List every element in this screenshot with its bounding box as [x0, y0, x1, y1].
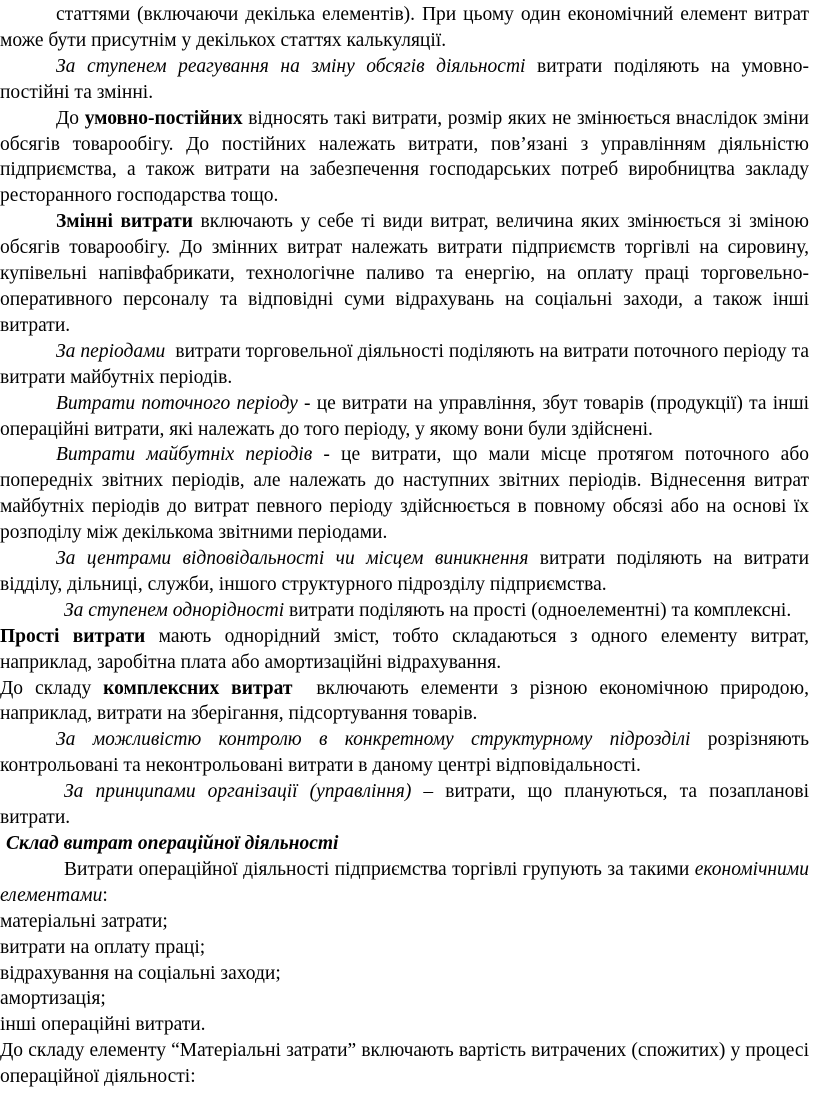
italic-term: За періодами — [56, 340, 166, 362]
paragraph — [0, 624, 809, 676]
list-item: витрати на оплату праці; — [0, 936, 206, 958]
paragraph — [0, 857, 809, 909]
bold-term: Змінні витрати — [56, 211, 193, 233]
bold-term: Прості витрати — [0, 625, 146, 647]
paragraph — [0, 1038, 809, 1090]
list-item: матеріальні затрати; — [0, 910, 168, 932]
list-item: інші операційні витрати. — [0, 1014, 206, 1036]
paragraph-text: розрізняють контрольовані та неконтрольовані витрати в даному центрі відповідальності. — [0, 729, 809, 777]
paragraph-text: – витрати, що плануються, та позапланові витрати. — [0, 781, 810, 829]
paragraph-text: статтями (включаючи декілька елементів). При цьому один економічний елемент витрат може бути присутнім у декількох статтях калькуляції. — [0, 4, 809, 51]
paragraph-text: витрати поділяють на умовно-постійні та змінні. — [0, 55, 809, 103]
list-item: відрахування на соціальні заходи; — [0, 962, 281, 984]
italic-term: За ступенем однорідності — [64, 599, 285, 621]
paragraph-text: включають елементи з різною економічною природою, наприклад, витрати на зберігання, підсортування товарів. — [0, 677, 814, 725]
italic-term: За можливістю контролю в конкретному структурному підрозділі — [56, 729, 691, 751]
paragraph-text: включають у себе ті види витрат, величина яких змінюється зі зміною обсягів товарообігу. До змінних витрат належать витрати підприємств торгівлі на сировину, купівельні напівфабрикати, технологічне паливо та енергію, на оплату праці торговельно-оперативного персоналу та відповідні суми відрахувань на соціальні заходи, а також інші витрати. — [0, 211, 810, 336]
italic-term: Витрати поточного періоду — [56, 392, 298, 414]
bold-term: комплексних витрат — [103, 677, 293, 699]
paragraph-text: : — [102, 884, 108, 906]
section-heading: Склад витрат операційної діяльності — [6, 833, 339, 854]
paragraph-text: витрати торговельної діяльності поділяють на витрати поточного періоду та витрати майбутніх періодів. — [0, 340, 814, 388]
paragraph-text: До — [56, 107, 85, 129]
paragraph — [0, 779, 809, 831]
paragraph-text: Витрати операційної діяльності підприємства торгівлі групують за такими — [64, 858, 695, 880]
paragraph — [0, 442, 809, 546]
paragraph-text: відносять такі витрати, розмір яких не змінюється внаслідок зміни обсягів товарообігу. До постійних належать витрати, пов’язані з управлінням діяльністю підприємства, а також витрати на забезпечення господарських потреб виробництва закладу ресторанного господарства тощо. — [0, 107, 809, 207]
paragraph-text: мають однорідний зміст, тобто складаються з одного елементу витрат, наприклад, заробітна плата або амортизаційні відрахування. — [0, 625, 810, 673]
paragraph-text: До складу — [0, 677, 104, 699]
paragraph-text: витрати поділяють на прості (одноелементні) та комплексні. — [284, 599, 792, 621]
paragraph-text: - це витрати, що мали місце протягом поточного або попередніх звітних періодів, але належать до наступних звітних періодів. Віднесення витрат майбутніх періодів до витрат певного періоду здійснюється в повному обсязі або на основі їх розподілу між декількома звітними періодами. — [0, 444, 809, 544]
paragraph-text: - це витрати на управління, збут товарів (продукції) та інші операційні витрати, які належать до того періоду, у якому вони були здійснені. — [0, 392, 810, 440]
italic-term: Витрати майбутніх періодів — [56, 444, 313, 466]
italic-term: економічними елементами — [0, 858, 809, 906]
italic-term: За ступенем реагування на зміну обсягів діяльності — [56, 55, 526, 77]
paragraph — [0, 339, 814, 391]
bold-term: умовно-постійних — [84, 107, 243, 129]
paragraph — [0, 598, 809, 624]
element-list — [0, 909, 809, 1039]
paragraph-text: витрати поділяють на витрати відділу, дільниці, служби, іншого структурного підрозділу підприємства. — [0, 548, 810, 595]
paragraph — [0, 546, 809, 598]
paragraph — [0, 106, 809, 210]
paragraph — [0, 391, 809, 443]
paragraph — [0, 676, 814, 728]
paragraph-text: До складу елементу “Матеріальні затрати” включають вартість витрачених (спожитих) у процесі операційної діяльності: — [0, 1040, 809, 1088]
paragraph — [0, 2, 809, 54]
paragraph — [0, 727, 809, 779]
list-item: амортизація; — [0, 988, 106, 1010]
italic-term: За принципами організації (управління) — [64, 781, 412, 803]
paragraph — [0, 209, 809, 339]
paragraph — [0, 54, 809, 106]
italic-term: За центрами відповідальності чи місцем виникнення — [56, 548, 529, 570]
